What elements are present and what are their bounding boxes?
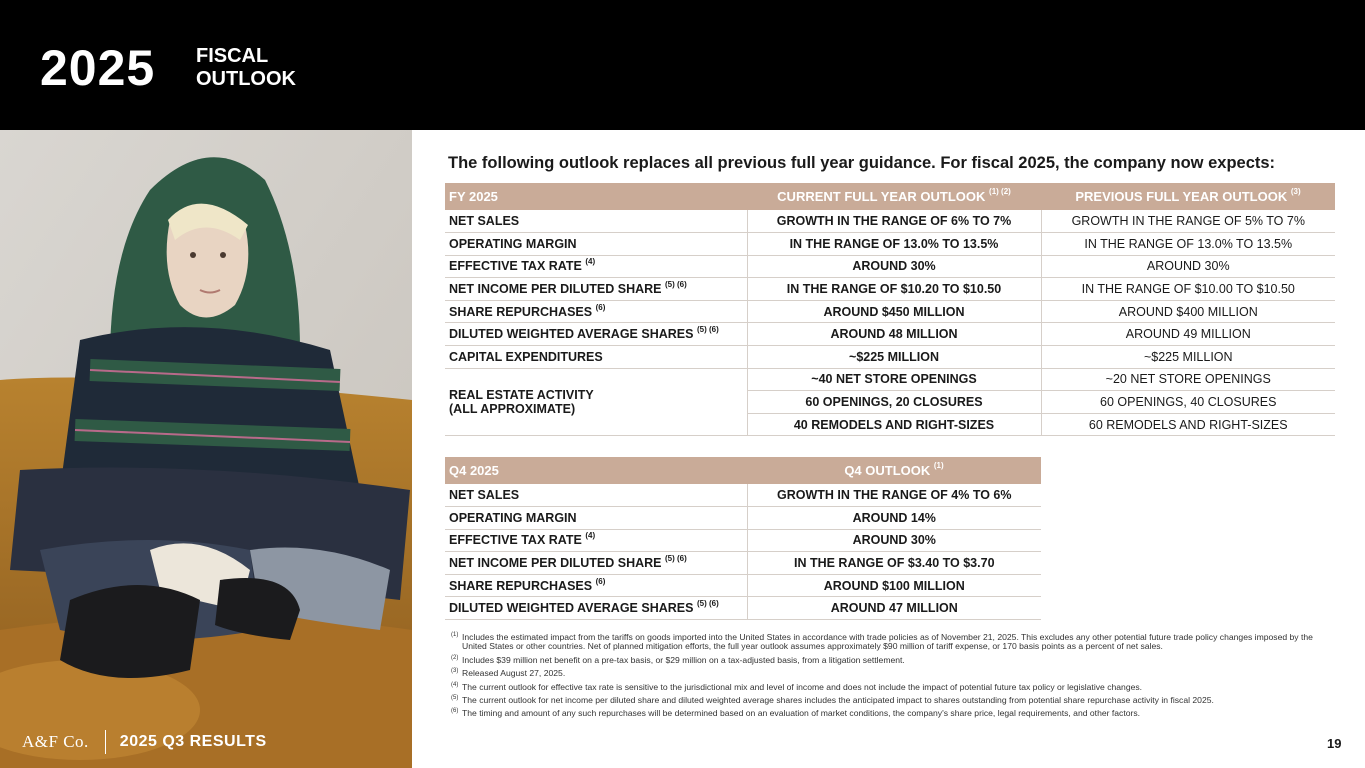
footnotes [451, 633, 1331, 723]
table-row [445, 484, 1041, 507]
page-number: 19 [1327, 736, 1342, 751]
row-current: ~$225 MILLION [747, 346, 1041, 369]
row-previous: ~20 NET STORE OPENINGS [1041, 368, 1335, 391]
header-year: 2025 [40, 40, 156, 96]
row-current: AROUND 30% [747, 255, 1041, 278]
row-value: GROWTH IN THE RANGE OF 4% TO 6% [747, 484, 1041, 507]
row-previous: IN THE RANGE OF $10.00 TO $10.50 [1041, 278, 1335, 301]
row-label: NET INCOME PER DILUTED SHARE $^{(5) (6)}$ [445, 278, 747, 301]
table-row [445, 552, 1041, 575]
fy-header-label: FY 2025 [445, 183, 747, 210]
row-current: IN THE RANGE OF 13.0% TO 13.5% [747, 233, 1041, 256]
row-previous: GROWTH IN THE RANGE OF 5% TO 7% [1041, 210, 1335, 233]
row-current: IN THE RANGE OF $10.20 TO $10.50 [747, 278, 1041, 301]
table-row [445, 300, 1335, 323]
table-row [445, 346, 1335, 369]
table-row [445, 323, 1335, 346]
row-current: 60 OPENINGS, 20 CLOSURES [747, 391, 1041, 414]
row-label: NET INCOME PER DILUTED SHARE $^{(5) (6)}$ [445, 552, 747, 575]
row-label: DILUTED WEIGHTED AVERAGE SHARES $^{(5) (6)}$ [445, 323, 747, 346]
brand-footer [22, 730, 267, 754]
fy-table-header-row [445, 183, 1335, 210]
row-label: NET SALES [445, 484, 747, 507]
row-current: ~40 NET STORE OPENINGS [747, 368, 1041, 391]
intro-text: The following outlook replaces all previous full year guidance. For fiscal 2025, the company now expects: [448, 154, 1276, 172]
q4-header-outlook: Q4 OUTLOOK $^{(1)}$ [747, 457, 1041, 484]
row-previous: AROUND $400 MILLION [1041, 300, 1335, 323]
row-value: AROUND $100 MILLION [747, 574, 1041, 597]
header-bar [0, 0, 1365, 130]
table-row [445, 597, 1041, 620]
row-value: AROUND 14% [747, 507, 1041, 530]
table-row [445, 278, 1335, 301]
footnote: (3) Released August 27, 2025. [451, 668, 566, 679]
company-logo: A&F Co. [22, 732, 89, 751]
row-label: CAPITAL EXPENDITURES [445, 346, 747, 369]
q4-outlook-table [445, 457, 1041, 620]
row-label: EFFECTIVE TAX RATE $^{(4)}$ [445, 255, 747, 278]
table-row [445, 507, 1041, 530]
footnote: (4) The current outlook for effective tax rate is sensitive to the jurisdictional mix and level of income and does not include the impact of potential future tax policy or legislative changes. [451, 681, 1143, 692]
fy-outlook-table [445, 183, 1335, 436]
table-row [445, 529, 1041, 552]
q4-table-header-row [445, 457, 1041, 484]
row-previous: 60 REMODELS AND RIGHT-SIZES [1041, 413, 1335, 436]
table-row [445, 210, 1335, 233]
table-row [445, 574, 1041, 597]
row-previous: 60 OPENINGS, 40 CLOSURES [1041, 391, 1335, 414]
header-title-line1: FISCAL [196, 45, 269, 67]
q4-header-label: Q4 2025 [445, 457, 747, 484]
table-row [445, 255, 1335, 278]
row-current: GROWTH IN THE RANGE OF 6% TO 7% [747, 210, 1041, 233]
row-label: OPERATING MARGIN [445, 233, 747, 256]
row-previous: IN THE RANGE OF 13.0% TO 13.5% [1041, 233, 1335, 256]
fy-header-current: CURRENT FULL YEAR OUTLOOK $^{(1) (2)}$ [747, 183, 1041, 210]
row-label: OPERATING MARGIN [445, 507, 747, 530]
brand-divider [105, 730, 106, 754]
row-value: IN THE RANGE OF $3.40 TO $3.70 [747, 552, 1041, 575]
fy-header-previous: PREVIOUS FULL YEAR OUTLOOK $^{(3)}$ [1041, 183, 1335, 210]
footnote: (6) The timing and amount of any such repurchases will be determined based on an evaluation of market conditions, the company's share price, legal requirements, and other factors. [451, 708, 1141, 719]
row-previous: AROUND 49 MILLION [1041, 323, 1335, 346]
model-photo [0, 130, 412, 768]
table-row [445, 233, 1335, 256]
table-row [445, 368, 1335, 391]
row-previous: ~$225 MILLION [1041, 346, 1335, 369]
footnote: (1) Includes the estimated impact from the tariffs on goods imported into the United States in accordance with trade policies as of November 21, 2025. This excludes any other potential future trade policy changes imposed by the United States or other countries. Net of planned mitigation efforts, the full year outlook assumes approximately $90 million of tariff expense, or 170 basis points as a percent of net sales. [451, 632, 1313, 652]
row-current: AROUND 48 MILLION [747, 323, 1041, 346]
row-current: 40 REMODELS AND RIGHT-SIZES [747, 413, 1041, 436]
row-previous: AROUND 30% [1041, 255, 1335, 278]
row-label: DILUTED WEIGHTED AVERAGE SHARES $^{(5) (6)}$ [445, 597, 747, 620]
header-title-line2: OUTLOOK [196, 68, 296, 90]
footnote: (2) Includes $39 million net benefit on a pre-tax basis, or $29 million on a tax-adjusted basis, from a litigation settlement. [451, 654, 905, 665]
row-label: SHARE REPURCHASES $^{(6)}$ [445, 574, 747, 597]
row-current: AROUND $450 MILLION [747, 300, 1041, 323]
row-value: AROUND 30% [747, 529, 1041, 552]
row-label: NET SALES [445, 210, 747, 233]
row-label: SHARE REPURCHASES $^{(6)}$ [445, 300, 747, 323]
row-label: EFFECTIVE TAX RATE $^{(4)}$ [445, 529, 747, 552]
row-value: AROUND 47 MILLION [747, 597, 1041, 620]
footnote: (5) The current outlook for net income per diluted share and diluted weighted average shares includes the anticipated impact to shares outstanding from potential share repurchase activity in fiscal 2025. [451, 695, 1214, 706]
real-estate-label: REAL ESTATE ACTIVITY (ALL APPROXIMATE) [445, 368, 747, 436]
model-photo-illustration [0, 130, 412, 768]
brand-label: 2025 Q3 RESULTS [119, 733, 267, 750]
